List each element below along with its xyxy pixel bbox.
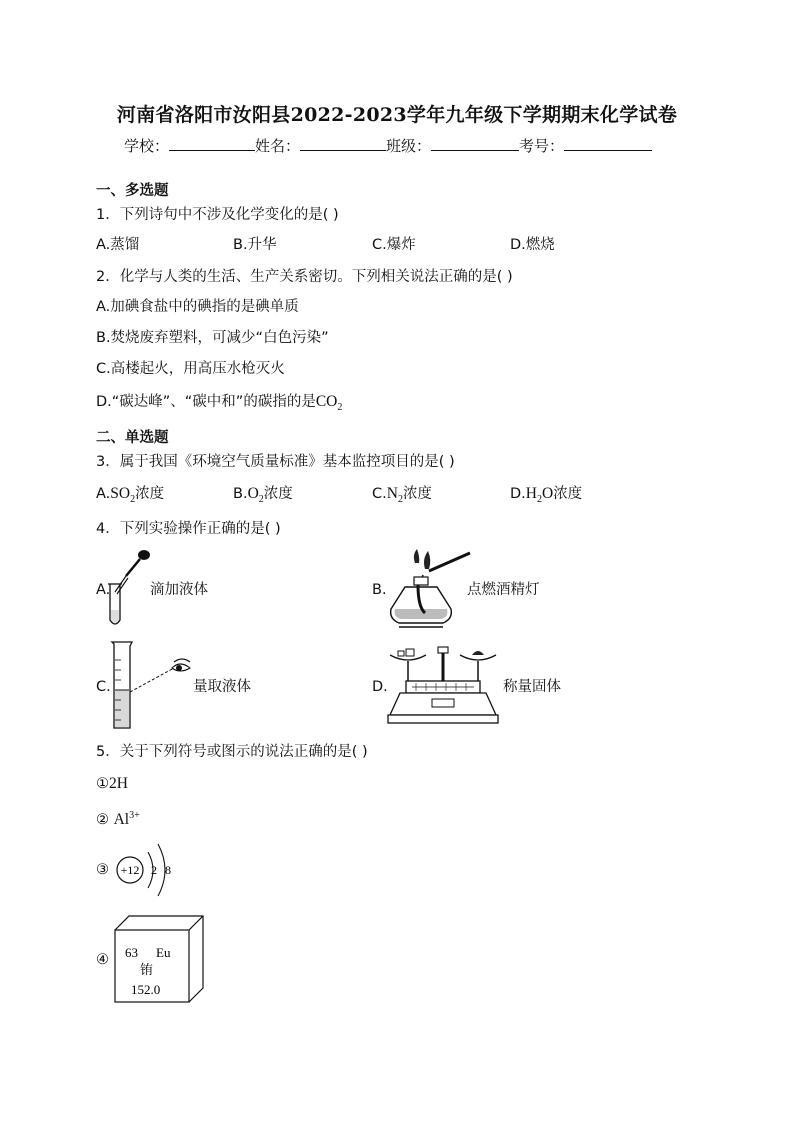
school-label: 学校： [124,137,170,155]
exam-title: 河南省洛阳市汝阳县2022-2023学年九年级下学期期末化学试卷 [116,104,678,126]
element-name: 铕 [140,963,154,978]
q5-item-4-mark: ④ [96,952,109,968]
question-5-stem: 5．关于下列符号或图示的说法正确的是( ) [96,744,368,760]
so2-formula: $SO_2$ [110,485,136,506]
element-symbol: Eu [156,945,171,960]
q5-item-1: ①2H [96,775,128,792]
q2-option-d-text: D.“碳达峰”、“碳中和”的碳指的是 [96,394,316,410]
nucleus-charge: +12 [120,863,140,877]
q4-option-c-label[interactable]: C. [96,679,111,695]
question-3-stem: 3．属于我国《环境空气质量标准》基本监控项目的是( ) [96,454,455,470]
alcohol-lamp-figure [385,547,475,633]
question-4-stem: 4．下列实验操作正确的是( ) [96,521,281,537]
q1-option-a[interactable]: A.蒸馏 [96,237,140,253]
n2-formula: $N_2$ [386,485,403,506]
co2-formula: $CO_2$ [315,393,343,414]
q1-option-d[interactable]: D.燃烧 [510,237,555,253]
atomic-number: 63 [125,945,138,960]
school-blank[interactable] [169,135,255,151]
element-cell-figure [113,914,205,1004]
q1-option-b[interactable]: B.升华 [233,237,277,253]
h2o-formula: $H_2O$ [525,485,554,506]
q4-option-a-label[interactable]: A. [96,582,111,598]
q3-option-c[interactable]: $C.N_2$浓度 [372,485,432,506]
q3-option-a[interactable]: $A.SO_2$浓度 [96,485,165,506]
q4-option-b-text: 点燃酒精灯 [467,582,540,598]
q2-option-b[interactable]: B.焚烧废弃塑料，可减少“白色污染” [96,330,329,346]
q2-option-a[interactable]: A.加碘食盐中的碘指的是碘单质 [96,299,299,315]
balance-scale-figure [386,643,504,729]
atomic-mass: 152.0 [131,982,161,997]
q4-option-b-label[interactable]: B. [372,582,387,598]
q4-option-c-text: 量取液体 [193,679,251,695]
aluminum-ion: $Al^{3+}$ [113,810,140,829]
question-2-stem: 2．化学与人类的生活、生产关系密切。下列相关说法正确的是( ) [96,269,513,285]
q4-option-a-text: 滴加液体 [150,582,208,598]
q3-option-b[interactable]: $B.O_2$浓度 [233,485,293,506]
o2-formula: $O_2$ [247,485,264,506]
number-label: 考号： [519,137,565,155]
section-single-heading: 二、单选题 [96,430,169,446]
name-blank[interactable] [300,135,386,151]
q3-option-d[interactable]: $D.H_2O$浓度 [510,485,583,506]
graduated-cylinder-figure [108,640,198,732]
q5-item-2: ② $Al^{3+}$ [96,810,140,829]
q2-option-d[interactable] [96,392,342,418]
dropper-test-tube-figure [106,548,156,630]
q2-option-c[interactable]: C.高楼起火，用高压水枪灭火 [96,361,285,377]
atomic-structure-diagram [112,838,182,902]
q4-option-d-text: 称量固体 [503,679,561,695]
class-label: 班级： [386,137,432,155]
shell-1-electrons: 2 [151,863,157,877]
q4-option-d-label[interactable]: D. [372,679,388,695]
student-info-line [124,135,652,156]
shell-2-electrons: 8 [165,863,171,877]
name-label: 姓名： [255,137,301,155]
section-multi-heading: 一、多选题 [96,183,169,199]
number-blank[interactable] [564,135,652,151]
class-blank[interactable] [431,135,519,151]
q1-option-c[interactable]: C.爆炸 [372,237,416,253]
q5-item-3-mark: ③ [96,862,109,878]
question-1-stem: 1．下列诗句中不涉及化学变化的是( ) [96,207,339,223]
